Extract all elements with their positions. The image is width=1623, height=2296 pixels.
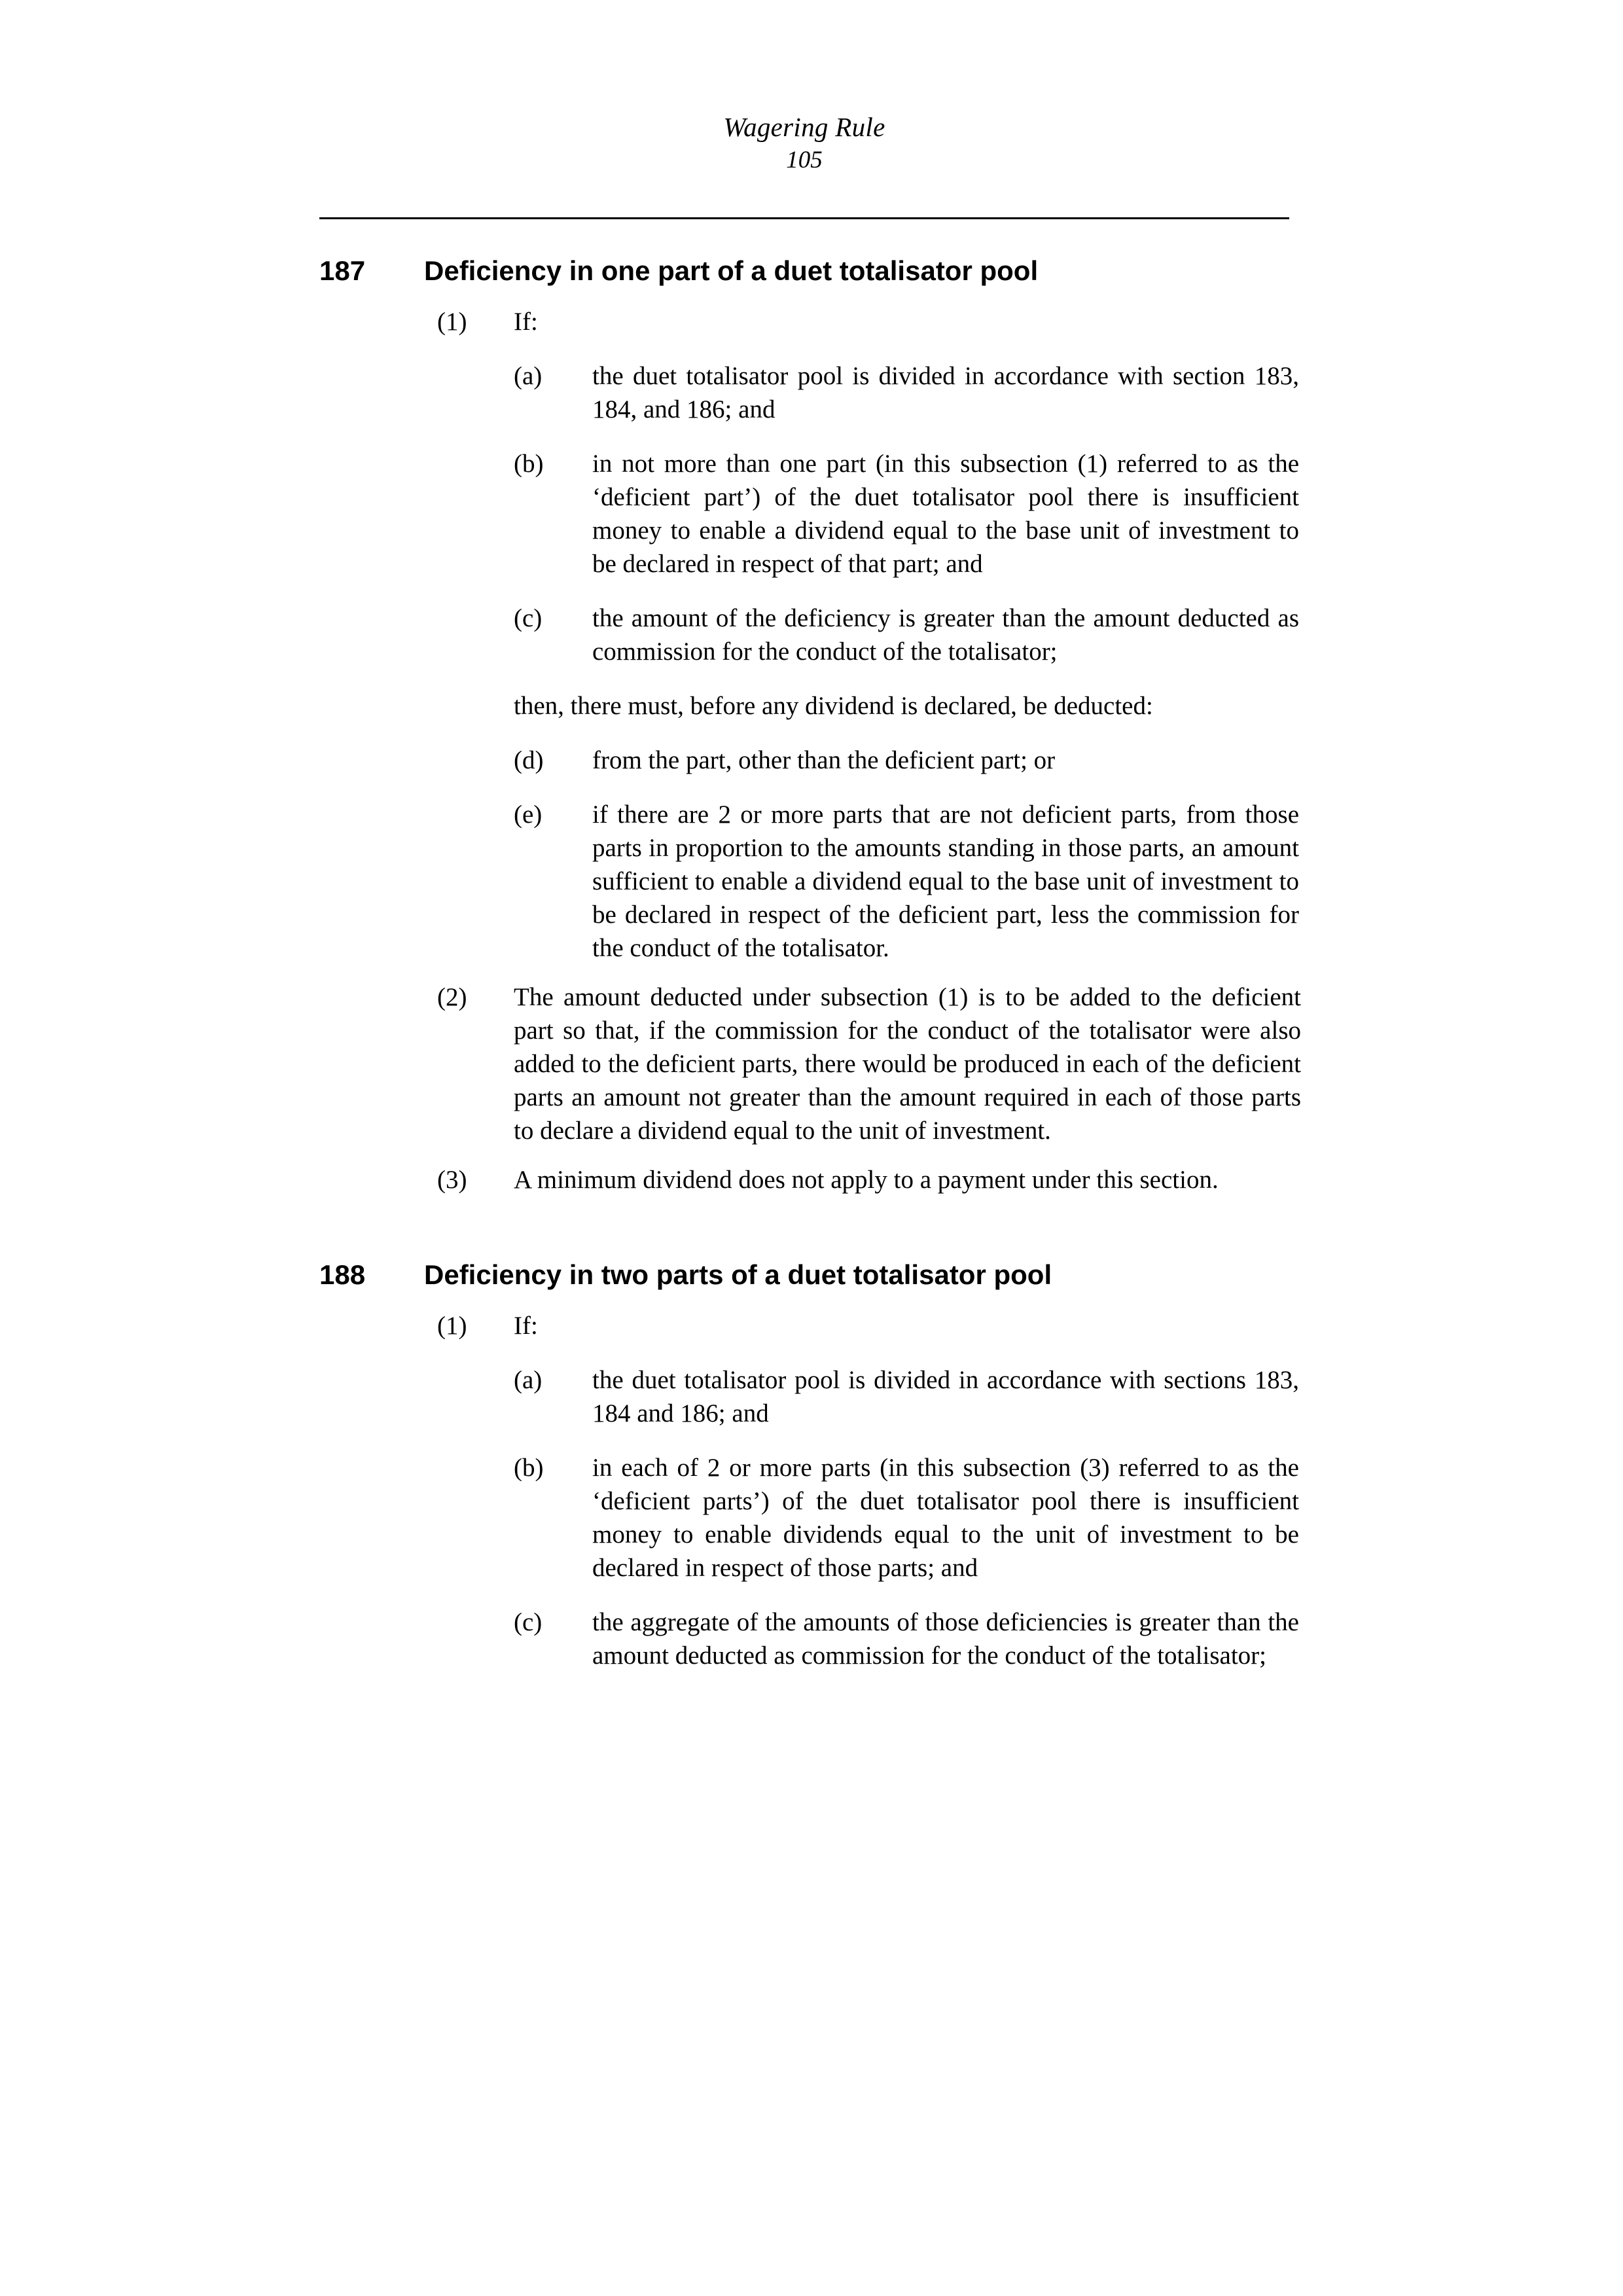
document-body: [0, 253, 1623, 1672]
section-187-leadin-text: then, there must, before any dividend is declared, be deducted:: [514, 692, 1153, 720]
paragraph-c: [514, 601, 1299, 668]
paragraph-label: (e): [514, 800, 543, 829]
section-187-subsection-2: [437, 980, 1301, 1147]
paragraph-a: [514, 359, 1299, 426]
subsection-label: (1): [437, 1312, 467, 1340]
paragraph-label: (b): [514, 450, 544, 478]
paragraph-a: [514, 1363, 1299, 1430]
paragraph-text: the amount of the deficiency is greater than the amount deducted as commission for the conduct of the totalisator;: [592, 604, 1299, 666]
section-188-paragraph-list: [514, 1363, 1299, 1672]
section-188: [0, 1257, 1623, 1672]
section-188-number: 188: [319, 1259, 366, 1290]
paragraph-text: the duet totalisator pool is divided in accordance with section 183, 184, and 186; and: [592, 362, 1299, 423]
subsection-text: The amount deducted under subsection (1) is to be added to the deficient part so that, if the commission for the conduct of the totalisator were also added to the deficient parts, there would be produced in each of the deficient parts an amount not greater than the amount required in each of those parts to declare a dividend equal to the unit of investment.: [514, 983, 1301, 1145]
paragraph-label: (a): [514, 1366, 543, 1394]
paragraph-label: (d): [514, 746, 544, 774]
paragraph-text: from the part, other than the deficient part; or: [592, 746, 1056, 774]
paragraph-d: [514, 744, 1299, 777]
section-187-paragraph-list: [514, 359, 1299, 668]
subsection-text: If:: [514, 1312, 538, 1340]
header-page-number: 105: [786, 147, 823, 173]
section-188-subsection-1: [437, 1309, 1301, 1342]
section-188-heading: [319, 1257, 1301, 1293]
section-187-subsection-3: [437, 1163, 1301, 1196]
header-divider: [319, 217, 1289, 219]
paragraph-label: (b): [514, 1454, 544, 1482]
paragraph-c: [514, 1605, 1299, 1672]
section-187-title: Deficiency in one part of a duet totalisator pool: [424, 255, 1039, 286]
page-header: [319, 110, 1289, 177]
paragraph-label: (c): [514, 1608, 543, 1636]
subsection-text: If:: [514, 308, 538, 336]
subsection-label: (1): [437, 308, 467, 336]
paragraph-label: (a): [514, 362, 543, 390]
subsection-label: (3): [437, 1166, 467, 1194]
section-187-number: 187: [319, 255, 366, 286]
paragraph-text: in not more than one part (in this subsection (1) referred to as the ‘deficient part’) of the duet totalisator pool there is insufficient money to enable a dividend equal to the base unit of investment to be declared in respect of that part; and: [592, 450, 1299, 578]
paragraph-e: [514, 798, 1299, 965]
paragraph-b: [514, 1451, 1299, 1585]
section-187: [0, 253, 1623, 1196]
paragraph-text: the aggregate of the amounts of those deficiencies is greater than the amount deducted as commission for the conduct of the totalisator;: [592, 1608, 1299, 1670]
paragraph-b: [514, 447, 1299, 581]
subsection-text: A minimum dividend does not apply to a payment under this section.: [514, 1166, 1219, 1194]
subsection-label: (2): [437, 983, 467, 1011]
section-187-heading: [319, 253, 1301, 289]
paragraph-text: in each of 2 or more parts (in this subsection (3) referred to as the ‘deficient parts’) of the duet totalisator pool there is insufficient money to enable dividends equal to the unit of investment to be declared in respect of those parts; and: [592, 1454, 1299, 1582]
section-188-title: Deficiency in two parts of a duet totalisator pool: [424, 1259, 1052, 1290]
paragraph-label: (c): [514, 604, 543, 632]
section-187-paragraph-list-2: [514, 744, 1299, 965]
section-gap: [0, 1196, 1623, 1257]
paragraph-text: if there are 2 or more parts that are not deficient parts, from those parts in proportion to the amounts standing in those parts, an amount sufficient to enable a dividend equal to the base unit of investment to be declared in respect of the deficient part, less the commission for the conduct of the totalisator.: [592, 800, 1299, 962]
section-187-subsection-1: [437, 305, 1301, 338]
header-title: Wagering Rule: [723, 112, 885, 142]
paragraph-text: the duet totalisator pool is divided in accordance with sections 183, 184 and 186; and: [592, 1366, 1299, 1427]
